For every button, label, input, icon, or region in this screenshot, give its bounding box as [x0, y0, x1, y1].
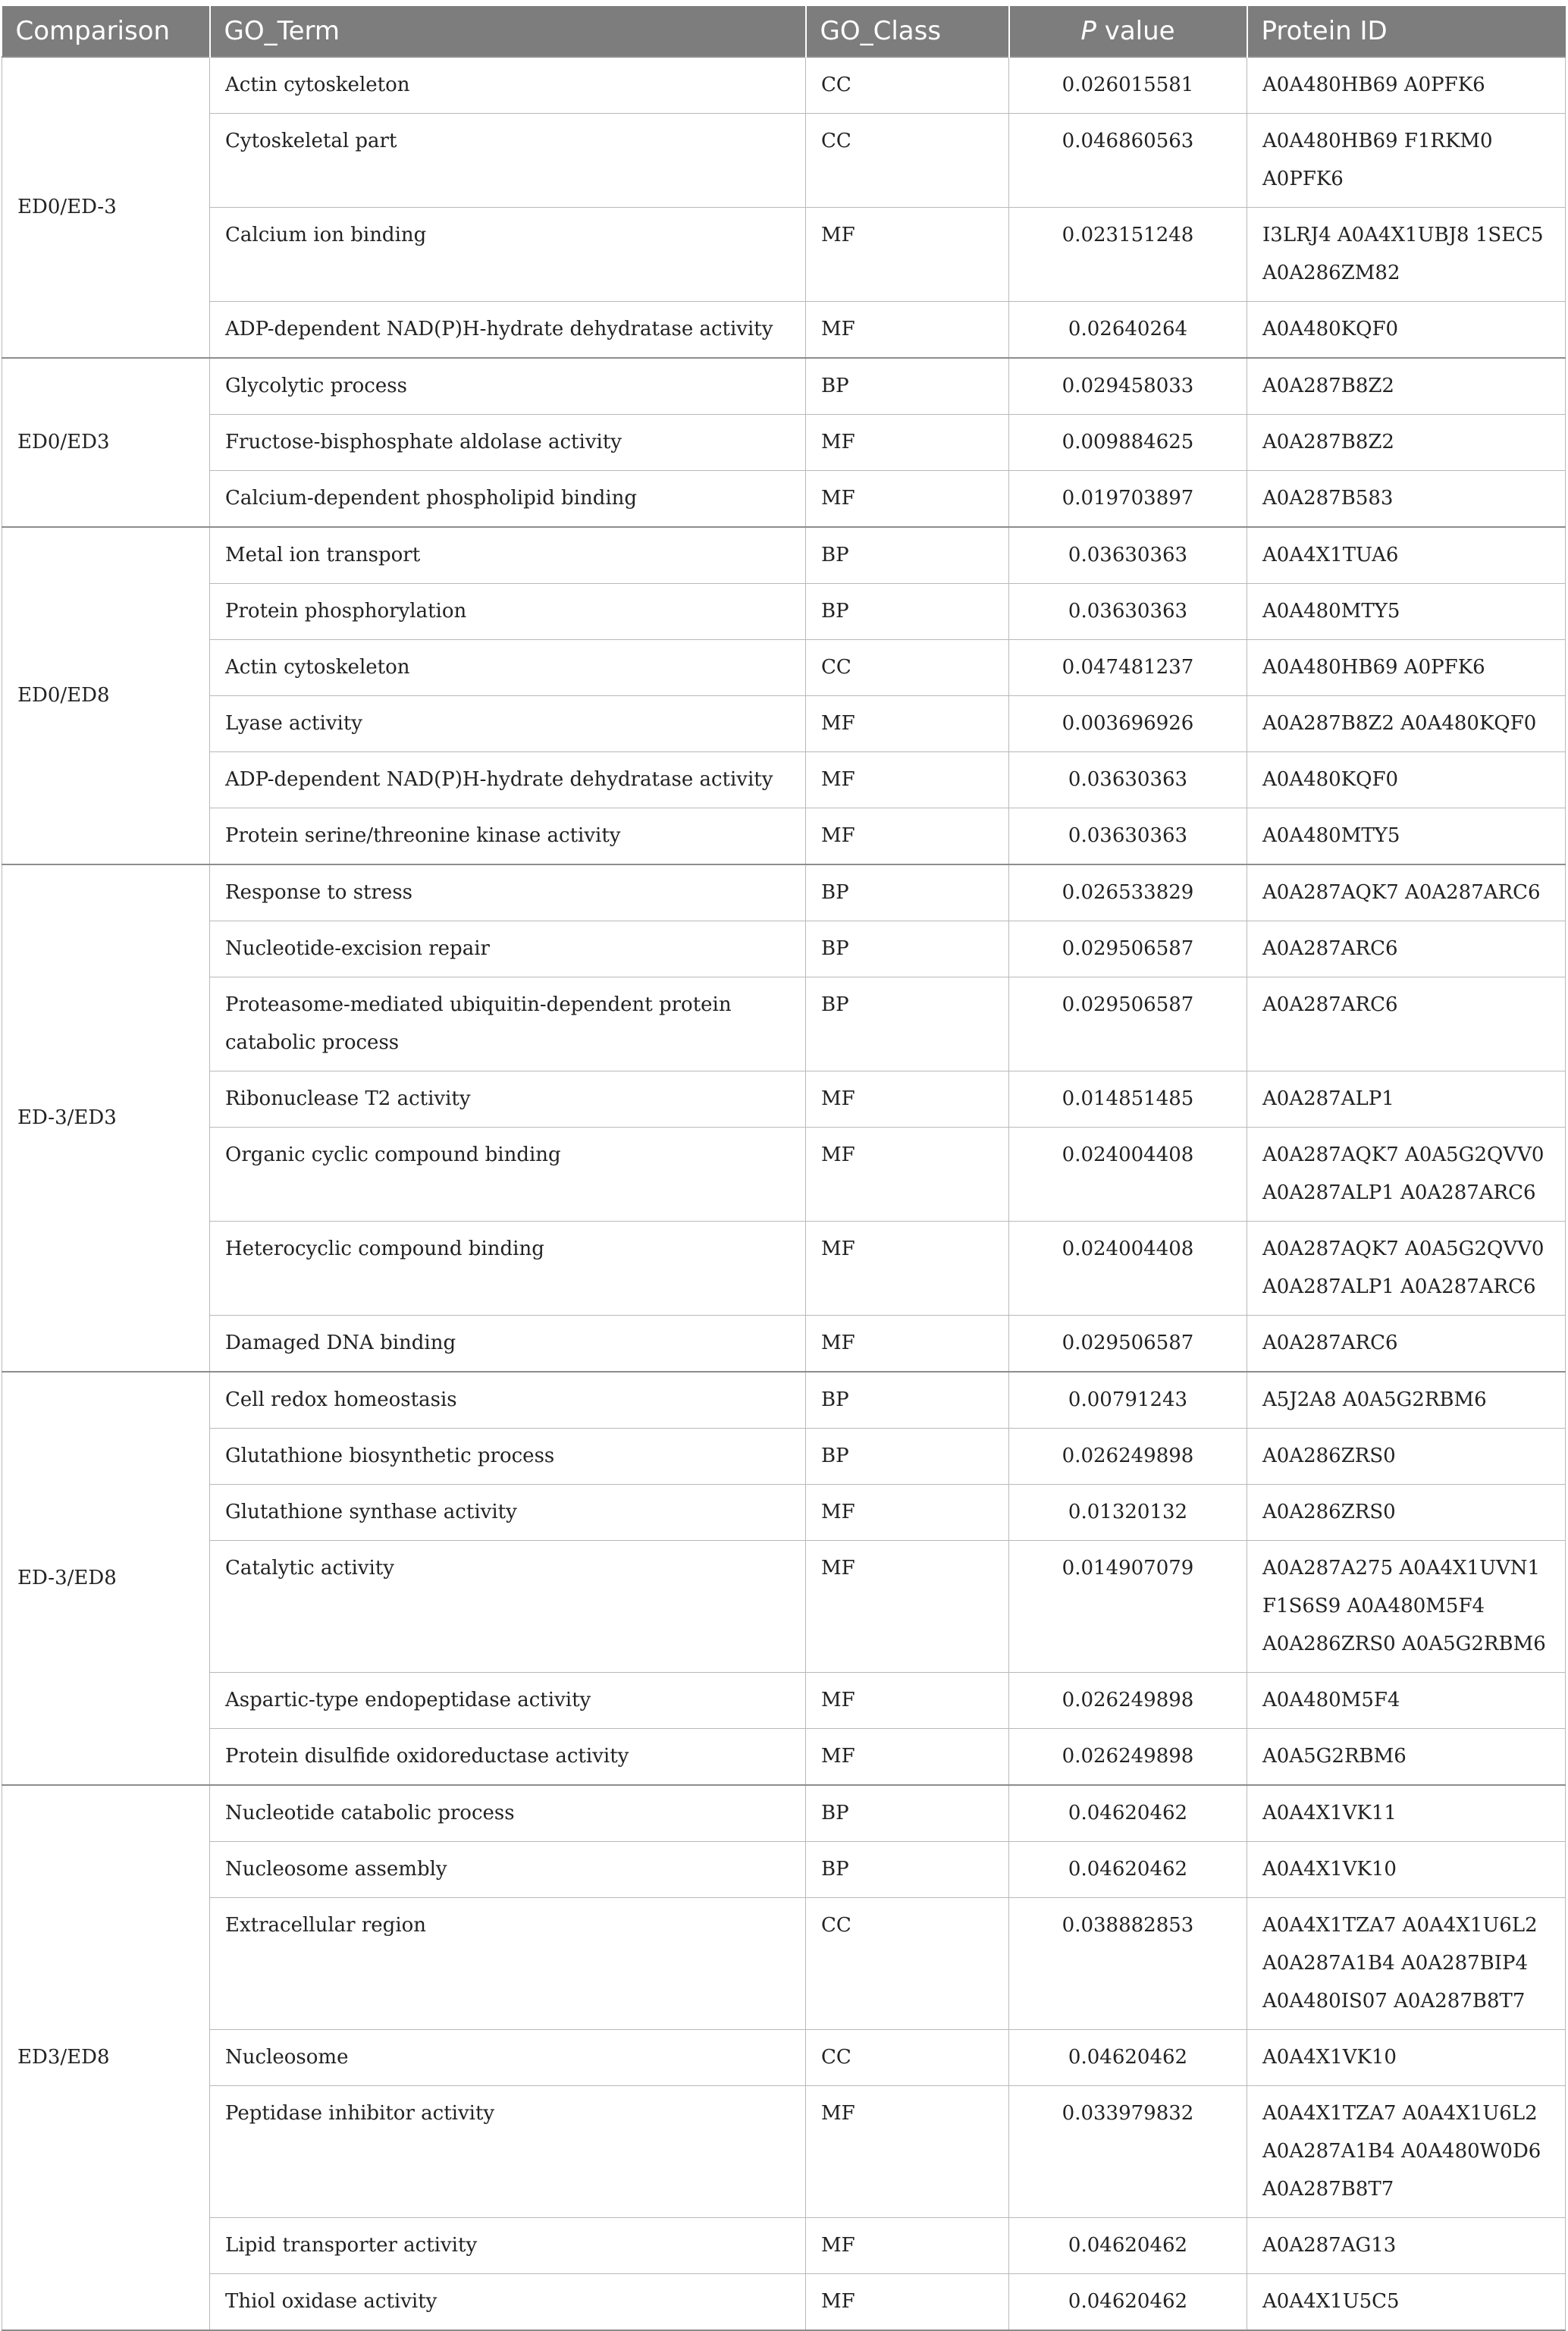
- table-row: [2, 1316, 1566, 1373]
- p-value-cell: 0.029506587: [1009, 1316, 1247, 1373]
- go-class-cell: BP: [806, 921, 1009, 977]
- header-go-class: GO_Class: [806, 6, 1009, 57]
- go-class-cell: BP: [806, 1429, 1009, 1485]
- p-value-cell: 0.026533829: [1009, 864, 1247, 921]
- go-term-cell: Lyase activity: [210, 696, 806, 752]
- protein-id-cell: A0A480M5F4: [1247, 1673, 1566, 1729]
- protein-id-cell: A0A287ARC6: [1247, 921, 1566, 977]
- p-value-cell: 0.009884625: [1009, 415, 1247, 471]
- table-body: [2, 57, 1566, 2330]
- p-value-cell: 0.04620462: [1009, 2274, 1247, 2331]
- table-header: [2, 6, 1566, 57]
- go-class-cell: BP: [806, 977, 1009, 1071]
- go-class-cell: CC: [806, 57, 1009, 114]
- table-row: [2, 1128, 1566, 1222]
- go-class-cell: MF: [806, 302, 1009, 359]
- go-class-cell: MF: [806, 2086, 1009, 2218]
- go-term-cell: Response to stress: [210, 864, 806, 921]
- go-term-cell: Fructose-bisphosphate aldolase activity: [210, 415, 806, 471]
- protein-id-cell: A0A287B583: [1247, 471, 1566, 528]
- table-row: [2, 2274, 1566, 2331]
- go-term-cell: Catalytic activity: [210, 1541, 806, 1673]
- protein-id-cell: A0A287B8Z2: [1247, 415, 1566, 471]
- table-row: [2, 1222, 1566, 1316]
- table-row: [2, 302, 1566, 359]
- protein-id-cell: A0A4X1TUA6: [1247, 527, 1566, 584]
- go-class-cell: BP: [806, 527, 1009, 584]
- p-value-cell: 0.014851485: [1009, 1071, 1247, 1128]
- p-value-cell: 0.026249898: [1009, 1429, 1247, 1485]
- protein-id-cell: A0A480MTY5: [1247, 584, 1566, 640]
- go-class-cell: MF: [806, 1222, 1009, 1316]
- p-value-cell: 0.026015581: [1009, 57, 1247, 114]
- go-class-cell: BP: [806, 1842, 1009, 1898]
- protein-id-cell: A0A287AQK7 A0A5G2QVV0 A0A287ALP1 A0A287ARC6: [1247, 1222, 1566, 1316]
- protein-id-cell: A0A287B8Z2 A0A480KQF0: [1247, 696, 1566, 752]
- p-value-cell: 0.04620462: [1009, 1842, 1247, 1898]
- go-term-cell: Ribonuclease T2 activity: [210, 1071, 806, 1128]
- header-protein-id: Protein ID: [1247, 6, 1566, 57]
- table-row: [2, 1898, 1566, 2030]
- p-value-cell: 0.029506587: [1009, 921, 1247, 977]
- go-class-cell: BP: [806, 864, 1009, 921]
- header-go-term: GO_Term: [210, 6, 806, 57]
- go-term-cell: Thiol oxidase activity: [210, 2274, 806, 2331]
- p-value-cell: 0.026249898: [1009, 1673, 1247, 1729]
- go-term-cell: Protein phosphorylation: [210, 584, 806, 640]
- go-term-cell: Protein disulfide oxidoreductase activity: [210, 1729, 806, 1786]
- p-value-cell: 0.038882853: [1009, 1898, 1247, 2030]
- protein-id-cell: A0A4X1TZA7 A0A4X1U6L2 A0A287A1B4 A0A480W0D6 A0A287B8T7: [1247, 2086, 1566, 2218]
- table-row: [2, 208, 1566, 302]
- table-row: [2, 808, 1566, 865]
- protein-id-cell: A0A480KQF0: [1247, 302, 1566, 359]
- go-class-cell: MF: [806, 2274, 1009, 2331]
- protein-id-cell: A0A287AQK7 A0A287ARC6: [1247, 864, 1566, 921]
- go-class-cell: MF: [806, 696, 1009, 752]
- go-class-cell: MF: [806, 1485, 1009, 1541]
- go-term-cell: Glycolytic process: [210, 358, 806, 415]
- p-value-cell: 0.026249898: [1009, 1729, 1247, 1786]
- go-term-cell: Cytoskeletal part: [210, 114, 806, 208]
- go-enrichment-table-container: [2, 6, 1565, 2331]
- p-value-cell: 0.02640264: [1009, 302, 1247, 359]
- go-term-cell: Calcium ion binding: [210, 208, 806, 302]
- table-row: [2, 2218, 1566, 2274]
- protein-id-cell: A5J2A8 A0A5G2RBM6: [1247, 1372, 1566, 1429]
- go-class-cell: MF: [806, 1541, 1009, 1673]
- table-row: [2, 1485, 1566, 1541]
- go-class-cell: MF: [806, 415, 1009, 471]
- table-row: [2, 114, 1566, 208]
- protein-id-cell: I3LRJ4 A0A4X1UBJ8 1SEC5 A0A286ZM82: [1247, 208, 1566, 302]
- go-class-cell: MF: [806, 1673, 1009, 1729]
- protein-id-cell: A0A480KQF0: [1247, 752, 1566, 808]
- p-value-cell: 0.029506587: [1009, 977, 1247, 1071]
- header-comparison: Comparison: [2, 6, 210, 57]
- table-row: [2, 2086, 1566, 2218]
- go-class-cell: BP: [806, 1372, 1009, 1429]
- protein-id-cell: A0A287A275 A0A4X1UVN1 F1S6S9 A0A480M5F4 A0A286ZRS0 A0A5G2RBM6: [1247, 1541, 1566, 1673]
- header-p-value-italic: P: [1080, 16, 1096, 46]
- p-value-cell: 0.014907079: [1009, 1541, 1247, 1673]
- protein-id-cell: A0A287ARC6: [1247, 1316, 1566, 1373]
- protein-id-cell: A0A286ZRS0: [1247, 1485, 1566, 1541]
- protein-id-cell: A0A480HB69 F1RKM0 A0PFK6: [1247, 114, 1566, 208]
- header-p-value-rest: value: [1096, 16, 1175, 46]
- go-term-cell: Nucleosome assembly: [210, 1842, 806, 1898]
- table-row: [2, 696, 1566, 752]
- go-class-cell: BP: [806, 358, 1009, 415]
- go-class-cell: MF: [806, 1729, 1009, 1786]
- p-value-cell: 0.03630363: [1009, 584, 1247, 640]
- go-term-cell: Cell redox homeostasis: [210, 1372, 806, 1429]
- table-row: [2, 1673, 1566, 1729]
- go-class-cell: MF: [806, 208, 1009, 302]
- protein-id-cell: A0A5G2RBM6: [1247, 1729, 1566, 1786]
- protein-id-cell: A0A480HB69 A0PFK6: [1247, 640, 1566, 696]
- table-row: [2, 471, 1566, 528]
- go-term-cell: Nucleotide-excision repair: [210, 921, 806, 977]
- table-row: [2, 1429, 1566, 1485]
- protein-id-cell: A0A4X1VK11: [1247, 1785, 1566, 1842]
- go-term-cell: Nucleosome: [210, 2030, 806, 2086]
- go-class-cell: BP: [806, 1785, 1009, 1842]
- table-row: [2, 1372, 1566, 1429]
- comparison-cell: ED0/ED-3: [2, 57, 210, 358]
- go-term-cell: Nucleotide catabolic process: [210, 1785, 806, 1842]
- protein-id-cell: A0A287ALP1: [1247, 1071, 1566, 1128]
- table-row: [2, 2030, 1566, 2086]
- protein-id-cell: A0A480HB69 A0PFK6: [1247, 57, 1566, 114]
- go-class-cell: BP: [806, 584, 1009, 640]
- p-value-cell: 0.03630363: [1009, 527, 1247, 584]
- go-class-cell: MF: [806, 2218, 1009, 2274]
- p-value-cell: 0.033979832: [1009, 2086, 1247, 2218]
- table-row: [2, 358, 1566, 415]
- go-enrichment-table: [2, 6, 1566, 2331]
- table-row: [2, 584, 1566, 640]
- go-term-cell: Organic cyclic compound binding: [210, 1128, 806, 1222]
- go-term-cell: Proteasome-mediated ubiquitin-dependent protein catabolic process: [210, 977, 806, 1071]
- go-term-cell: Heterocyclic compound binding: [210, 1222, 806, 1316]
- p-value-cell: 0.04620462: [1009, 1785, 1247, 1842]
- table-row: [2, 57, 1566, 114]
- comparison-cell: ED0/ED8: [2, 527, 210, 864]
- p-value-cell: 0.003696926: [1009, 696, 1247, 752]
- comparison-cell: ED-3/ED8: [2, 1372, 210, 1785]
- go-term-cell: Metal ion transport: [210, 527, 806, 584]
- p-value-cell: 0.03630363: [1009, 752, 1247, 808]
- p-value-cell: 0.04620462: [1009, 2030, 1247, 2086]
- go-term-cell: Glutathione biosynthetic process: [210, 1429, 806, 1485]
- go-class-cell: MF: [806, 808, 1009, 865]
- header-p-value: [1009, 6, 1247, 57]
- p-value-cell: 0.03630363: [1009, 808, 1247, 865]
- go-class-cell: CC: [806, 114, 1009, 208]
- go-term-cell: Extracellular region: [210, 1898, 806, 2030]
- table-row: [2, 415, 1566, 471]
- go-term-cell: Peptidase inhibitor activity: [210, 2086, 806, 2218]
- protein-id-cell: A0A287AG13: [1247, 2218, 1566, 2274]
- go-term-cell: Glutathione synthase activity: [210, 1485, 806, 1541]
- p-value-cell: 0.01320132: [1009, 1485, 1247, 1541]
- go-class-cell: CC: [806, 2030, 1009, 2086]
- p-value-cell: 0.024004408: [1009, 1222, 1247, 1316]
- table-row: [2, 864, 1566, 921]
- go-class-cell: MF: [806, 752, 1009, 808]
- go-class-cell: MF: [806, 471, 1009, 528]
- protein-id-cell: A0A287AQK7 A0A5G2QVV0 A0A287ALP1 A0A287ARC6: [1247, 1128, 1566, 1222]
- protein-id-cell: A0A4X1TZA7 A0A4X1U6L2 A0A287A1B4 A0A287BIP4 A0A480IS07 A0A287B8T7: [1247, 1898, 1566, 2030]
- go-class-cell: CC: [806, 640, 1009, 696]
- protein-id-cell: A0A4X1VK10: [1247, 2030, 1566, 2086]
- table-row: [2, 977, 1566, 1071]
- comparison-cell: ED3/ED8: [2, 1785, 210, 2330]
- go-class-cell: MF: [806, 1071, 1009, 1128]
- go-term-cell: Lipid transporter activity: [210, 2218, 806, 2274]
- p-value-cell: 0.047481237: [1009, 640, 1247, 696]
- table-row: [2, 640, 1566, 696]
- table-row: [2, 1541, 1566, 1673]
- table-row: [2, 1729, 1566, 1786]
- go-class-cell: CC: [806, 1898, 1009, 2030]
- header-row: [2, 6, 1566, 57]
- go-term-cell: Calcium-dependent phospholipid binding: [210, 471, 806, 528]
- protein-id-cell: A0A4X1U5C5: [1247, 2274, 1566, 2331]
- comparison-cell: ED-3/ED3: [2, 864, 210, 1372]
- go-term-cell: ADP-dependent NAD(P)H-hydrate dehydratase activity: [210, 752, 806, 808]
- go-term-cell: Damaged DNA binding: [210, 1316, 806, 1373]
- protein-id-cell: A0A4X1VK10: [1247, 1842, 1566, 1898]
- go-term-cell: ADP-dependent NAD(P)H-hydrate dehydratase activity: [210, 302, 806, 359]
- table-row: [2, 752, 1566, 808]
- protein-id-cell: A0A287B8Z2: [1247, 358, 1566, 415]
- protein-id-cell: A0A287ARC6: [1247, 977, 1566, 1071]
- table-row: [2, 527, 1566, 584]
- p-value-cell: 0.024004408: [1009, 1128, 1247, 1222]
- comparison-cell: ED0/ED3: [2, 358, 210, 527]
- table-row: [2, 1785, 1566, 1842]
- p-value-cell: 0.019703897: [1009, 471, 1247, 528]
- go-term-cell: Actin cytoskeleton: [210, 57, 806, 114]
- go-class-cell: MF: [806, 1316, 1009, 1373]
- go-term-cell: Aspartic-type endopeptidase activity: [210, 1673, 806, 1729]
- p-value-cell: 0.029458033: [1009, 358, 1247, 415]
- go-term-cell: Actin cytoskeleton: [210, 640, 806, 696]
- go-term-cell: Protein serine/threonine kinase activity: [210, 808, 806, 865]
- p-value-cell: 0.00791243: [1009, 1372, 1247, 1429]
- table-row: [2, 921, 1566, 977]
- p-value-cell: 0.04620462: [1009, 2218, 1247, 2274]
- go-class-cell: MF: [806, 1128, 1009, 1222]
- p-value-cell: 0.023151248: [1009, 208, 1247, 302]
- protein-id-cell: A0A286ZRS0: [1247, 1429, 1566, 1485]
- table-row: [2, 1071, 1566, 1128]
- protein-id-cell: A0A480MTY5: [1247, 808, 1566, 865]
- table-row: [2, 1842, 1566, 1898]
- p-value-cell: 0.046860563: [1009, 114, 1247, 208]
